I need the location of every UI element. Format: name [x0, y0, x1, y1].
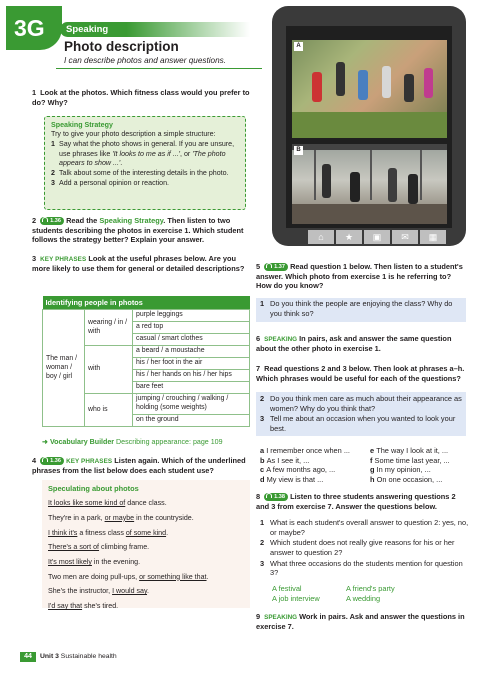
phrase-rest: climbing frame.: [99, 543, 150, 552]
questions-2-3-box: [256, 392, 466, 436]
key-phrases-tag: KEY PHRASES: [40, 256, 87, 263]
headphones-icon: [42, 457, 48, 462]
phrase-letter: a: [260, 446, 265, 455]
exercise-4: [32, 456, 254, 476]
exercise-5: [256, 262, 466, 291]
phrase-underlined: I'd say that: [48, 602, 83, 611]
table-item: his / her foot in the air: [133, 358, 250, 370]
phrase-underlined: I would say: [112, 587, 148, 596]
phrase-text: As I see it, ...: [266, 455, 310, 465]
strategy-text: , or: [180, 149, 193, 158]
section-text: Speaking: [66, 24, 109, 35]
question-3: [260, 414, 462, 433]
strategy-point-3: [51, 179, 239, 188]
strategy-text: Say what the photo shows in general. If you are unsure, use phrases like: [59, 140, 235, 158]
ex5-number: 5: [256, 262, 261, 271]
exercise-2: [32, 216, 254, 245]
phrase-rest: in the evening.: [91, 558, 141, 566]
question-number: 1: [260, 299, 265, 308]
vocab-label: Vocabulary Builder: [49, 438, 115, 446]
question-1: [260, 299, 462, 318]
photo-a-label: A: [294, 42, 303, 51]
ex6-text: In pairs, ask and answer the same question about the other photo in exercise 1.: [256, 334, 452, 354]
camera-icon[interactable]: ▣: [364, 230, 390, 244]
section-label: [60, 22, 250, 37]
phrase-text: Some time last year, ...: [374, 455, 450, 465]
strategy-point-number: 3: [51, 179, 55, 188]
question-text: Tell me about an occasion when you wanted to look your best.: [270, 414, 456, 433]
phrase-text: In my opinion, ...: [376, 465, 431, 475]
table-item: casual / smart clothes: [133, 334, 250, 346]
question-number: 2: [260, 394, 265, 403]
audio-track-number: 1.37: [274, 264, 286, 270]
exercise-1: [32, 88, 254, 107]
ex2-post: . Then listen to two students describing the photos in exercise 1. Which student follows the strategy better? Explain your answer.: [32, 216, 244, 245]
arrow-icon: ➜: [42, 438, 48, 446]
ex1-text: Look at the photos. Which fitness class would you prefer to do? Why?: [32, 88, 250, 107]
table-item: his / her hands on his / her hips: [133, 370, 250, 382]
question-text: Do you think the people are enjoying the class? Why do you think so?: [270, 299, 453, 318]
phrase-option: [370, 475, 474, 485]
strategy-point-text: [59, 140, 239, 168]
phrase-letter: f: [370, 455, 373, 465]
exercise-7: [256, 364, 472, 383]
ex3-number: 3: [32, 254, 37, 263]
phrase-option: [260, 456, 360, 466]
phrase-option: [370, 465, 474, 475]
audio-track-number: 1.36: [50, 218, 62, 224]
ex8-question: [260, 518, 470, 537]
occasion-option: A festival: [272, 584, 302, 593]
ex7-number: 7: [256, 364, 261, 373]
footer-unit-title: Sustainable health: [60, 653, 117, 660]
question-text: Do you think men care as much about their appearance as women? Why do you think that?: [270, 394, 462, 413]
table-item: purple leggings: [133, 310, 250, 322]
key-phrases-tag: KEY PHRASES: [66, 458, 113, 465]
strategy-point-text: Talk about some of the interesting details in the photo.: [59, 169, 229, 178]
chat-icon[interactable]: ✉: [392, 230, 418, 244]
occasion-option: A friend's party: [346, 584, 395, 593]
strategy-italic: 'The photo appears to show ...': [59, 149, 226, 167]
phrase-underlined: There's a sort of: [48, 543, 100, 552]
phrase-text: I remember once when ...: [266, 446, 350, 455]
star-icon[interactable]: ★: [336, 230, 362, 244]
ex1-number: 1: [32, 88, 37, 97]
phrase-letter: g: [370, 465, 375, 475]
table-item: a beard / a moustache: [133, 346, 250, 358]
ex6-number: 6: [256, 334, 261, 343]
phrase-option: [370, 446, 474, 456]
phrase-letter: c: [260, 465, 265, 475]
strategy-text: .: [120, 158, 123, 167]
table-verb: who is: [85, 394, 133, 427]
question-2: [260, 394, 462, 413]
phrase-letter: h: [370, 474, 375, 484]
phrase-rest: .: [166, 528, 169, 537]
audio-track-number: 1.36: [50, 458, 62, 464]
exercise-3: [32, 254, 254, 274]
exercise-9: [256, 612, 468, 632]
strategy-point-1: [51, 140, 239, 168]
phrase-underlined: I think it's: [48, 528, 78, 537]
occasion-option: A wedding: [346, 594, 381, 603]
home-icon[interactable]: ⌂: [308, 230, 334, 244]
phrase-mid: a fitness class: [77, 528, 126, 537]
occasion-option: A job interview: [272, 594, 320, 603]
phrase-underlined: or something like that: [139, 572, 207, 581]
phrase-line: [48, 602, 244, 611]
phrase-rest: .: [147, 587, 150, 596]
question-number: 3: [260, 414, 265, 424]
phrase-rest: in the countryside.: [134, 513, 194, 522]
ex2-number: 2: [32, 216, 37, 225]
audio-track-number: 1.38: [274, 494, 286, 500]
strategy-title: Speaking Strategy: [51, 121, 113, 129]
question-text: What is each student's overall answer to question 2: yes, no, or maybe?: [270, 518, 469, 537]
footer-unit: [40, 653, 117, 662]
table-item: a red top: [133, 322, 250, 334]
phrase-underlined: It looks like some kind of: [48, 499, 126, 508]
photo-a: [292, 40, 447, 138]
speculating-title: Speculating about photos: [48, 484, 139, 493]
phrase-rest: she's tired.: [82, 602, 119, 611]
phrase-pre: Two men are doing pull-ups,: [48, 572, 140, 581]
question-text: What three occasions do the students mention for question 3?: [270, 558, 463, 578]
headphones-icon: [266, 493, 272, 498]
ex8-question: [260, 538, 470, 557]
audio-track-button[interactable]: [40, 457, 64, 465]
unit-tab: [6, 6, 62, 50]
headphones-icon: [42, 217, 48, 222]
phrase-underlined: It's most likely: [48, 558, 92, 566]
question-number: 2: [260, 538, 265, 548]
phrase-pre: She's the instructor,: [48, 587, 113, 596]
phrase-rest: .: [206, 572, 209, 581]
table-item: jumping / crouching / walking / holding (some weights): [133, 394, 250, 415]
ex3-text: Look at the useful phrases below. Are you more likely to use them for general or detailed descriptions?: [32, 254, 245, 274]
phrase-pre: They're in a park,: [48, 513, 105, 522]
phrase-rest: dance class.: [125, 499, 167, 508]
speculating-box: [42, 480, 250, 611]
table-item: bare feet: [133, 382, 250, 394]
ex8-questions: [260, 518, 470, 578]
ex5-text: Read question 1 below. Then listen to a student's answer. Which photo from exercise 1 is he referring to? How do you know?: [256, 262, 463, 291]
phrase-letter: e: [370, 446, 375, 455]
phrase-letter: b: [260, 455, 265, 465]
phrase-option: [260, 475, 360, 485]
phrase-line: [48, 514, 244, 523]
identifying-people-table: [42, 296, 250, 427]
speaking-tag: SPEAKING: [264, 336, 298, 343]
phrase-line: [48, 543, 244, 552]
ex9-number: 9: [256, 612, 261, 621]
ex8-question: [260, 559, 470, 578]
ex8-number: 8: [256, 492, 261, 501]
ex2-strategy-link[interactable]: Speaking Strategy: [99, 216, 164, 225]
strategy-point-number: 2: [51, 169, 55, 178]
exercise-8: [256, 492, 470, 511]
page-title: Photo description: [64, 39, 179, 54]
question-text: Which student does not really give reasons for his or her answer to question 2?: [270, 538, 455, 557]
strategy-italic: 'It looks to me as if ...': [112, 149, 180, 158]
audio-track-button[interactable]: [40, 217, 64, 225]
phrase-line: [48, 587, 244, 596]
vocab-text: Describing appearance: page 109: [116, 438, 223, 446]
audio-track-button[interactable]: [264, 263, 288, 271]
table-subject: The man / woman / boy / girl: [43, 310, 85, 427]
strategy-point-2: [51, 169, 239, 178]
phrase-text: On one occasion, ...: [376, 474, 443, 484]
table-verb: wearing / in / with: [85, 310, 133, 346]
strategy-intro: Try to give your photo description a simple structure:: [51, 130, 216, 139]
audio-track-button[interactable]: [264, 493, 288, 501]
phrase-letter: d: [260, 474, 265, 484]
unit-code: 3G: [14, 15, 45, 41]
ex9-text: Work in pairs. Ask and answer the questions in exercise 7.: [256, 612, 465, 632]
ex4-number: 4: [32, 456, 37, 465]
photo-b: [292, 144, 447, 224]
ex8-text: Listen to three students answering questions 2 and 3 from exercise 7. Answer the questions below.: [256, 492, 456, 511]
table-item: on the ground: [133, 415, 250, 427]
title-rule: [56, 68, 262, 69]
phrase-line: [48, 573, 244, 582]
phrase-option: [260, 446, 360, 456]
phrase-line: [48, 558, 244, 567]
speaking-tag: SPEAKING: [264, 614, 298, 621]
ex7-text: Read questions 2 and 3 below. Then look at phrases a–h. Which phrases would be useful for each of the questions?: [256, 364, 465, 383]
phrase-option: [370, 456, 474, 466]
footer-unit-label: Unit 3: [40, 653, 59, 660]
speaking-strategy-box: [44, 116, 246, 210]
phrase-text: The way I look at it, ...: [376, 446, 449, 455]
grid-icon[interactable]: ▦: [420, 230, 446, 244]
phrase-line: [48, 499, 244, 508]
phrase-text: A few months ago, ...: [266, 465, 336, 475]
page-number: 44: [20, 652, 36, 662]
question-1-box: [256, 298, 466, 322]
phrases-e-h: [370, 446, 474, 485]
question-number: 3: [260, 558, 265, 568]
phrase-option: [260, 465, 360, 475]
page-subtitle: I can describe photos and answer questions.: [64, 56, 227, 65]
ex2-pre: Read the: [66, 216, 100, 225]
strategy-point-number: 1: [51, 140, 55, 149]
question-number: 1: [260, 518, 265, 527]
strategy-point-text: Add a personal opinion or reaction.: [59, 179, 170, 188]
phrase-text: My view is that ...: [266, 474, 324, 484]
exercise-6: [256, 334, 466, 354]
vocabulary-builder-link[interactable]: [42, 438, 223, 447]
phrase-underlined: of some kind: [125, 528, 167, 537]
ex4-text: Listen again. Which of the underlined phrases from the list below does each student use?: [32, 456, 246, 476]
ex2-text: [32, 216, 244, 244]
phrase-line: [48, 529, 244, 538]
headphones-icon: [266, 263, 272, 268]
table-verb: with: [85, 346, 133, 394]
table-title: Identifying people in photos: [43, 296, 250, 310]
tablet-tab-bar: [308, 230, 448, 244]
phrases-a-d: [260, 446, 360, 485]
photo-b-label: B: [294, 146, 303, 155]
phrase-underlined: or maybe: [104, 513, 135, 522]
